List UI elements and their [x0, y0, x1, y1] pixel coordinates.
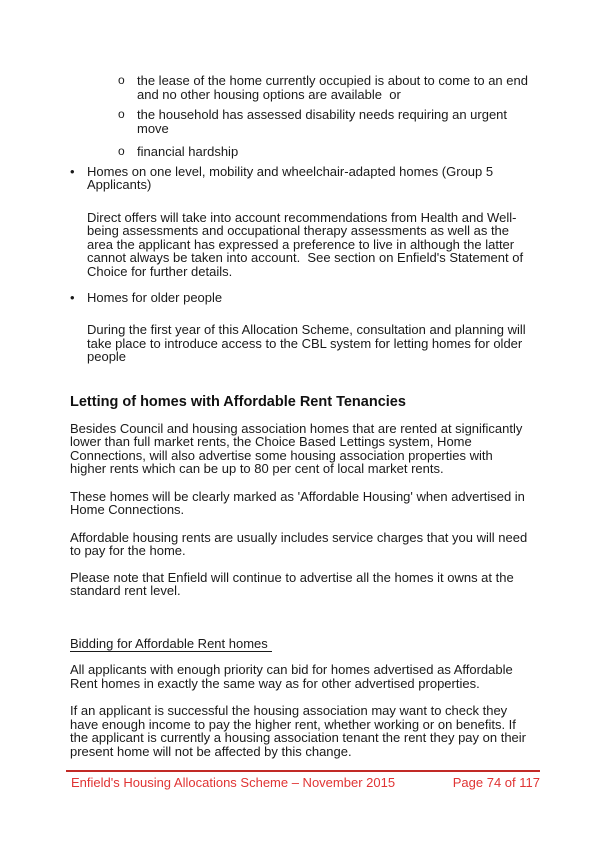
- paragraph-first-year: During the first year of this Allocation Scheme, consultation and planning will take place to introduce access to the CBL system for letting homes for older people: [87, 322, 530, 364]
- paragraph-direct-offers: Direct offers will take into account recommendations from Health and Well-being assessments and occupational therapy assessments as well as the area the applicant has expressed a preference to live in although the latter cannot always be taken into account. See section on Enfield's Statement of Choice for further details.: [87, 209, 527, 279]
- paragraph-if-successful: If an applicant is successful the housing association may want to check they have enough income to pay the higher rent, whether working or on benefits. If the applicant is currently a housing association tenant the rent they pay on their present home will not be affected by this change.: [70, 703, 530, 759]
- bullet-older-people-text: Homes for older people: [87, 290, 223, 305]
- footer-page-number: Page 74 of 117: [452, 775, 540, 790]
- sub-bullet-lease-text: the lease of the home currently occupied is about to come to an end and no other housing options are available or: [137, 73, 532, 102]
- dot-bullet-icon: •: [70, 290, 75, 305]
- page-footer: [66, 770, 540, 790]
- paragraph-besides-council: Besides Council and housing association homes that are rented at significantly lower than full market rents, the Choice Based Lettings system, Home Connections, will also advertise some housing association properties with higher rents which can be up to 80 per cent of local market rents.: [70, 420, 527, 476]
- subheading-bidding-text: Bidding for Affordable Rent homes: [70, 636, 272, 652]
- circle-bullet-icon: o: [118, 73, 125, 87]
- bullet-group5-text: Homes on one level, mobility and wheelchair-adapted homes (Group 5 Applicants): [87, 163, 497, 192]
- paragraph-service-charges: Affordable housing rents are usually includes service charges that you will need to pay for the home.: [70, 529, 531, 558]
- footer-document-title: Enfield's Housing Allocations Scheme – November 2015: [71, 775, 396, 790]
- sub-bullet-hardship: [118, 145, 532, 159]
- section-heading-affordable-rent: Letting of homes with Affordable Rent Tenancies: [70, 393, 406, 410]
- subheading-bidding: [70, 637, 532, 651]
- sub-bullet-disability: [118, 108, 532, 135]
- sub-bullet-lease: [118, 74, 532, 101]
- bullet-older-people: [70, 291, 532, 305]
- paragraph-all-applicants: All applicants with enough priority can bid for homes advertised as Affordable Rent homes in exactly the same way as for other advertised properties.: [70, 662, 517, 691]
- circle-bullet-icon: o: [118, 107, 125, 121]
- sub-bullet-hardship-text: financial hardship: [137, 143, 239, 159]
- document-body: [70, 74, 532, 758]
- circle-bullet-icon: o: [118, 143, 125, 158]
- footer-text-row: [66, 775, 540, 790]
- dot-bullet-icon: •: [70, 163, 75, 179]
- footer-rule: [66, 770, 540, 772]
- sub-bullet-disability-text: the household has assessed disability needs requiring an urgent move: [137, 107, 511, 136]
- paragraph-standard-rent: Please note that Enfield will continue to advertise all the homes it owns at the standard rent level.: [70, 569, 518, 598]
- paragraph-clearly-marked: These homes will be clearly marked as 'Affordable Housing' when advertised in Home Connections.: [70, 488, 529, 517]
- bullet-group5: [70, 165, 532, 192]
